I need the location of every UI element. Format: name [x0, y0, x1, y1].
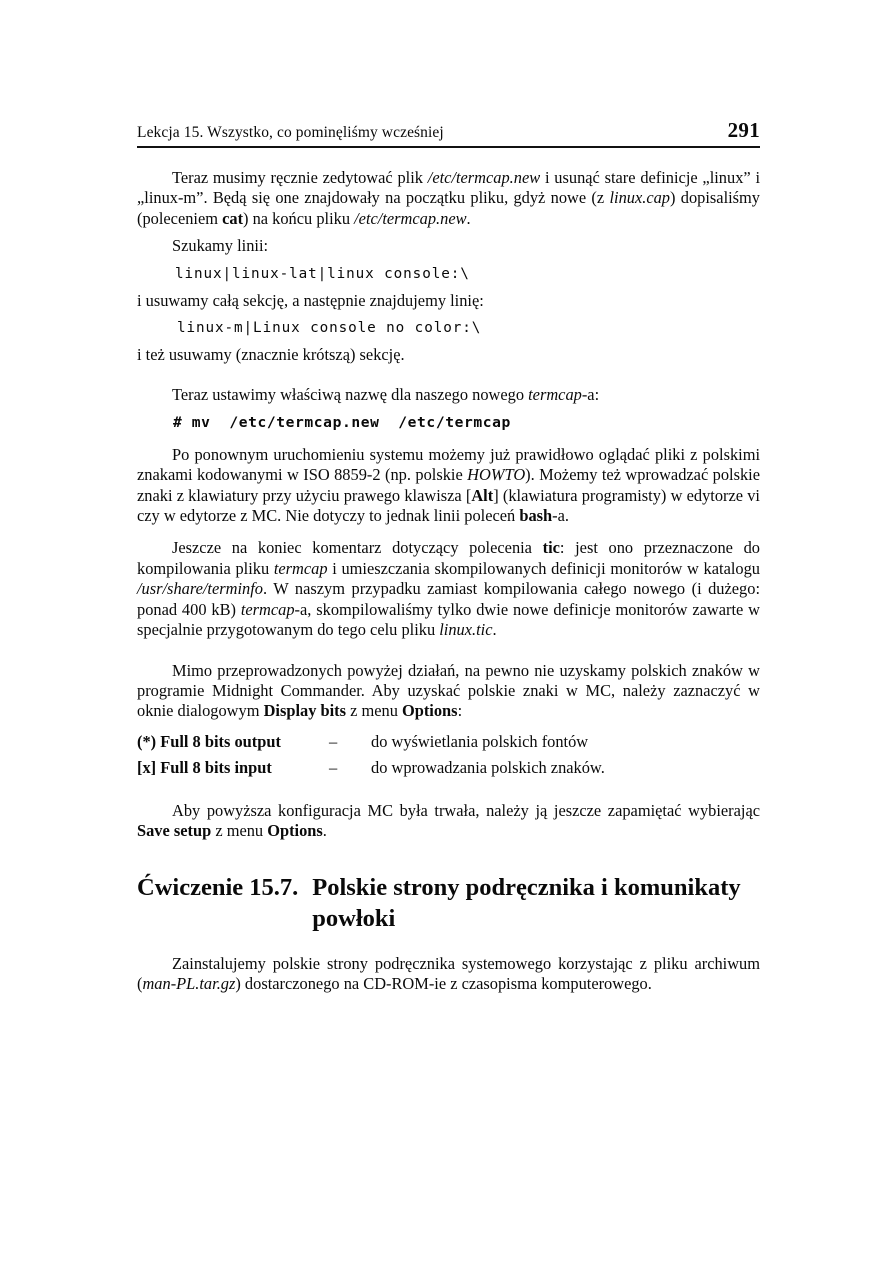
- spacer: [137, 781, 760, 801]
- paragraph-edit-termcap: [137, 168, 760, 229]
- text-run: Teraz ustawimy właściwą nazwę dla naszego nowego: [172, 385, 529, 405]
- file-path-emphasis: /etc/termcap.new: [427, 168, 541, 187]
- option-label-full-8-bits-input: [x] Full 8 bits input: [137, 757, 272, 777]
- spacer: [137, 842, 760, 872]
- dash-separator: –: [329, 757, 338, 777]
- option-description: do wprowadzania polskich znaków.: [371, 757, 605, 777]
- linux-tic-emphasis: linux.tic: [439, 620, 493, 640]
- archive-file-emphasis: man-PL.tar.gz: [142, 973, 236, 993]
- text-run: Aby powyższa konfiguracja MC była trwała, należy ją jeszcze zapamiętać wybierając: [172, 800, 760, 820]
- text-run: :: [457, 701, 463, 721]
- text-run: -a, skompilowaliśmy tylko dwie nowe definicje monitorów zawarte w specjalnie przygotowanym do tego celu pliku: [137, 599, 760, 640]
- paragraph-po-ponownym: [137, 445, 760, 527]
- howto-emphasis: HOWTO: [467, 465, 526, 485]
- paragraph-ustawimy-nazwe: [137, 385, 760, 405]
- paragraph-tez-usuwamy: i też usuwamy (znacznie krótszą) sekcję.: [137, 345, 405, 365]
- file-path-emphasis: linux.cap: [609, 188, 671, 208]
- spacer: [137, 641, 760, 661]
- text-run: i umieszczania skompilowanych definicji monitorów w katalogu: [327, 558, 760, 578]
- paragraph-szukamy-linii: Szukamy linii:: [172, 236, 269, 256]
- display-bits-option-list: [137, 729, 760, 781]
- code-line-linux-m-entry: linux-m|Linux console no color:\: [177, 320, 482, 337]
- text-run: ] (klawiatura programisty) w edytorze vi czy w edytorze z MC. Nie dotyczy to jednak linii poleceń: [137, 485, 760, 526]
- page-body: [137, 168, 760, 994]
- list-item: [137, 729, 760, 755]
- option-label-full-8-bits-output: (*) Full 8 bits output: [137, 731, 281, 751]
- spacer: [137, 406, 760, 413]
- spacer: [137, 526, 760, 538]
- display-bits-bold: Display bits: [263, 701, 346, 721]
- paragraph-tic-komentarz: [137, 538, 760, 640]
- text-run: : jest ono przeznaczone do kompilowania pliku: [137, 538, 760, 578]
- dash-separator: –: [329, 731, 338, 751]
- spacer: [137, 722, 760, 729]
- running-head: [137, 118, 760, 143]
- paragraph-zainstalujemy-man-pl: [137, 954, 760, 995]
- list-item: [137, 755, 760, 781]
- paragraph-midnight-commander: [137, 661, 760, 722]
- running-head-title: Lekcja 15. Wszystko, co pominęliśmy wcześniej: [137, 124, 444, 141]
- paragraph-usuwamy-sekcje: i usuwamy całą sekcję, a następnie znajdujemy linię:: [137, 290, 484, 310]
- command-bold: cat: [222, 208, 244, 228]
- options-menu-bold: Options: [401, 701, 458, 721]
- exercise-title: Polskie strony podręcznika i komunikaty powłoki: [312, 873, 741, 932]
- bash-bold: bash: [519, 506, 553, 526]
- text-run: ) dopisaliśmy (poleceniem: [137, 188, 760, 228]
- code-line-linux-entry: linux|linux-lat|linux console:\: [175, 265, 470, 282]
- header-rule: [137, 146, 760, 148]
- text-run: .: [466, 208, 471, 228]
- tic-bold: tic: [542, 538, 560, 558]
- paragraph-save-setup: [137, 801, 760, 842]
- spacer: [137, 365, 760, 385]
- spacer: [137, 934, 760, 954]
- text-run: .: [492, 620, 497, 640]
- text-run: ) dostarczonego na CD-ROM-ie z czasopisma komputerowego.: [235, 973, 652, 993]
- text-run: -a.: [552, 506, 569, 526]
- text-run: z menu: [346, 701, 402, 721]
- exercise-heading: [137, 872, 760, 934]
- code-line-mv-command: # mv /etc/termcap.new /etc/termcap: [173, 413, 511, 431]
- page-number: 291: [727, 118, 760, 142]
- options-menu-bold: Options: [267, 821, 323, 841]
- exercise-number: Ćwiczenie 15.7.: [137, 873, 299, 901]
- text-run: ) na końcu pliku: [243, 208, 355, 228]
- spacer: [137, 257, 760, 264]
- text-run: ). Możemy też wprowadzać polskie znaki z klawiatury przy użyciu prawego klawisza [: [137, 465, 761, 505]
- text-run: Zainstalujemy polskie strony podręcznika systemowego korzystając z pliku archiwum (: [137, 953, 760, 993]
- key-alt-bold: Alt: [471, 485, 494, 505]
- termcap-emphasis: termcap: [528, 385, 582, 405]
- text-run: .: [322, 821, 327, 841]
- text-run: z menu: [211, 821, 268, 841]
- spacer: [137, 284, 760, 291]
- text-run: . W naszym przypadku zamiast kompilowania całego nowego (i dużego: ponad 400 kB): [137, 579, 760, 619]
- text-run: Mimo przeprowadzonych powyżej działań, na pewno nie uzyskamy polskich znaków w programie Midnight Commander. Aby uzyskać polskie znaki w MC, należy zaznaczyć w oknie dialogowym: [137, 660, 760, 721]
- spacer: [137, 338, 760, 345]
- spacer: [137, 229, 760, 236]
- text-run: Po ponownym uruchomieniu systemu możemy już prawidłowo oglądać pliki z polskimi znakami kodowanymi w ISO 8859-2 (np. polskie: [137, 444, 760, 485]
- option-description: do wyświetlania polskich fontów: [371, 731, 589, 751]
- text-run: Teraz musimy ręcznie zedytować plik: [172, 168, 428, 187]
- terminfo-path-emphasis: /usr/share/terminfo: [137, 579, 263, 599]
- spacer: [137, 433, 760, 445]
- text-run: Jeszcze na koniec komentarz dotyczący polecenia: [172, 538, 543, 558]
- termcap-emphasis: termcap: [273, 558, 328, 578]
- text-run: i usunąć stare definicje „linux” i „linux-m”. Będą się one znajdowały na początku pliku, gdyż nowe (z: [137, 168, 761, 208]
- spacer: [137, 311, 760, 318]
- save-setup-bold: Save setup: [137, 821, 212, 841]
- termcap-emphasis: termcap: [240, 599, 295, 619]
- file-path-emphasis: /etc/termcap.new: [354, 208, 467, 228]
- text-run: -a:: [581, 385, 600, 405]
